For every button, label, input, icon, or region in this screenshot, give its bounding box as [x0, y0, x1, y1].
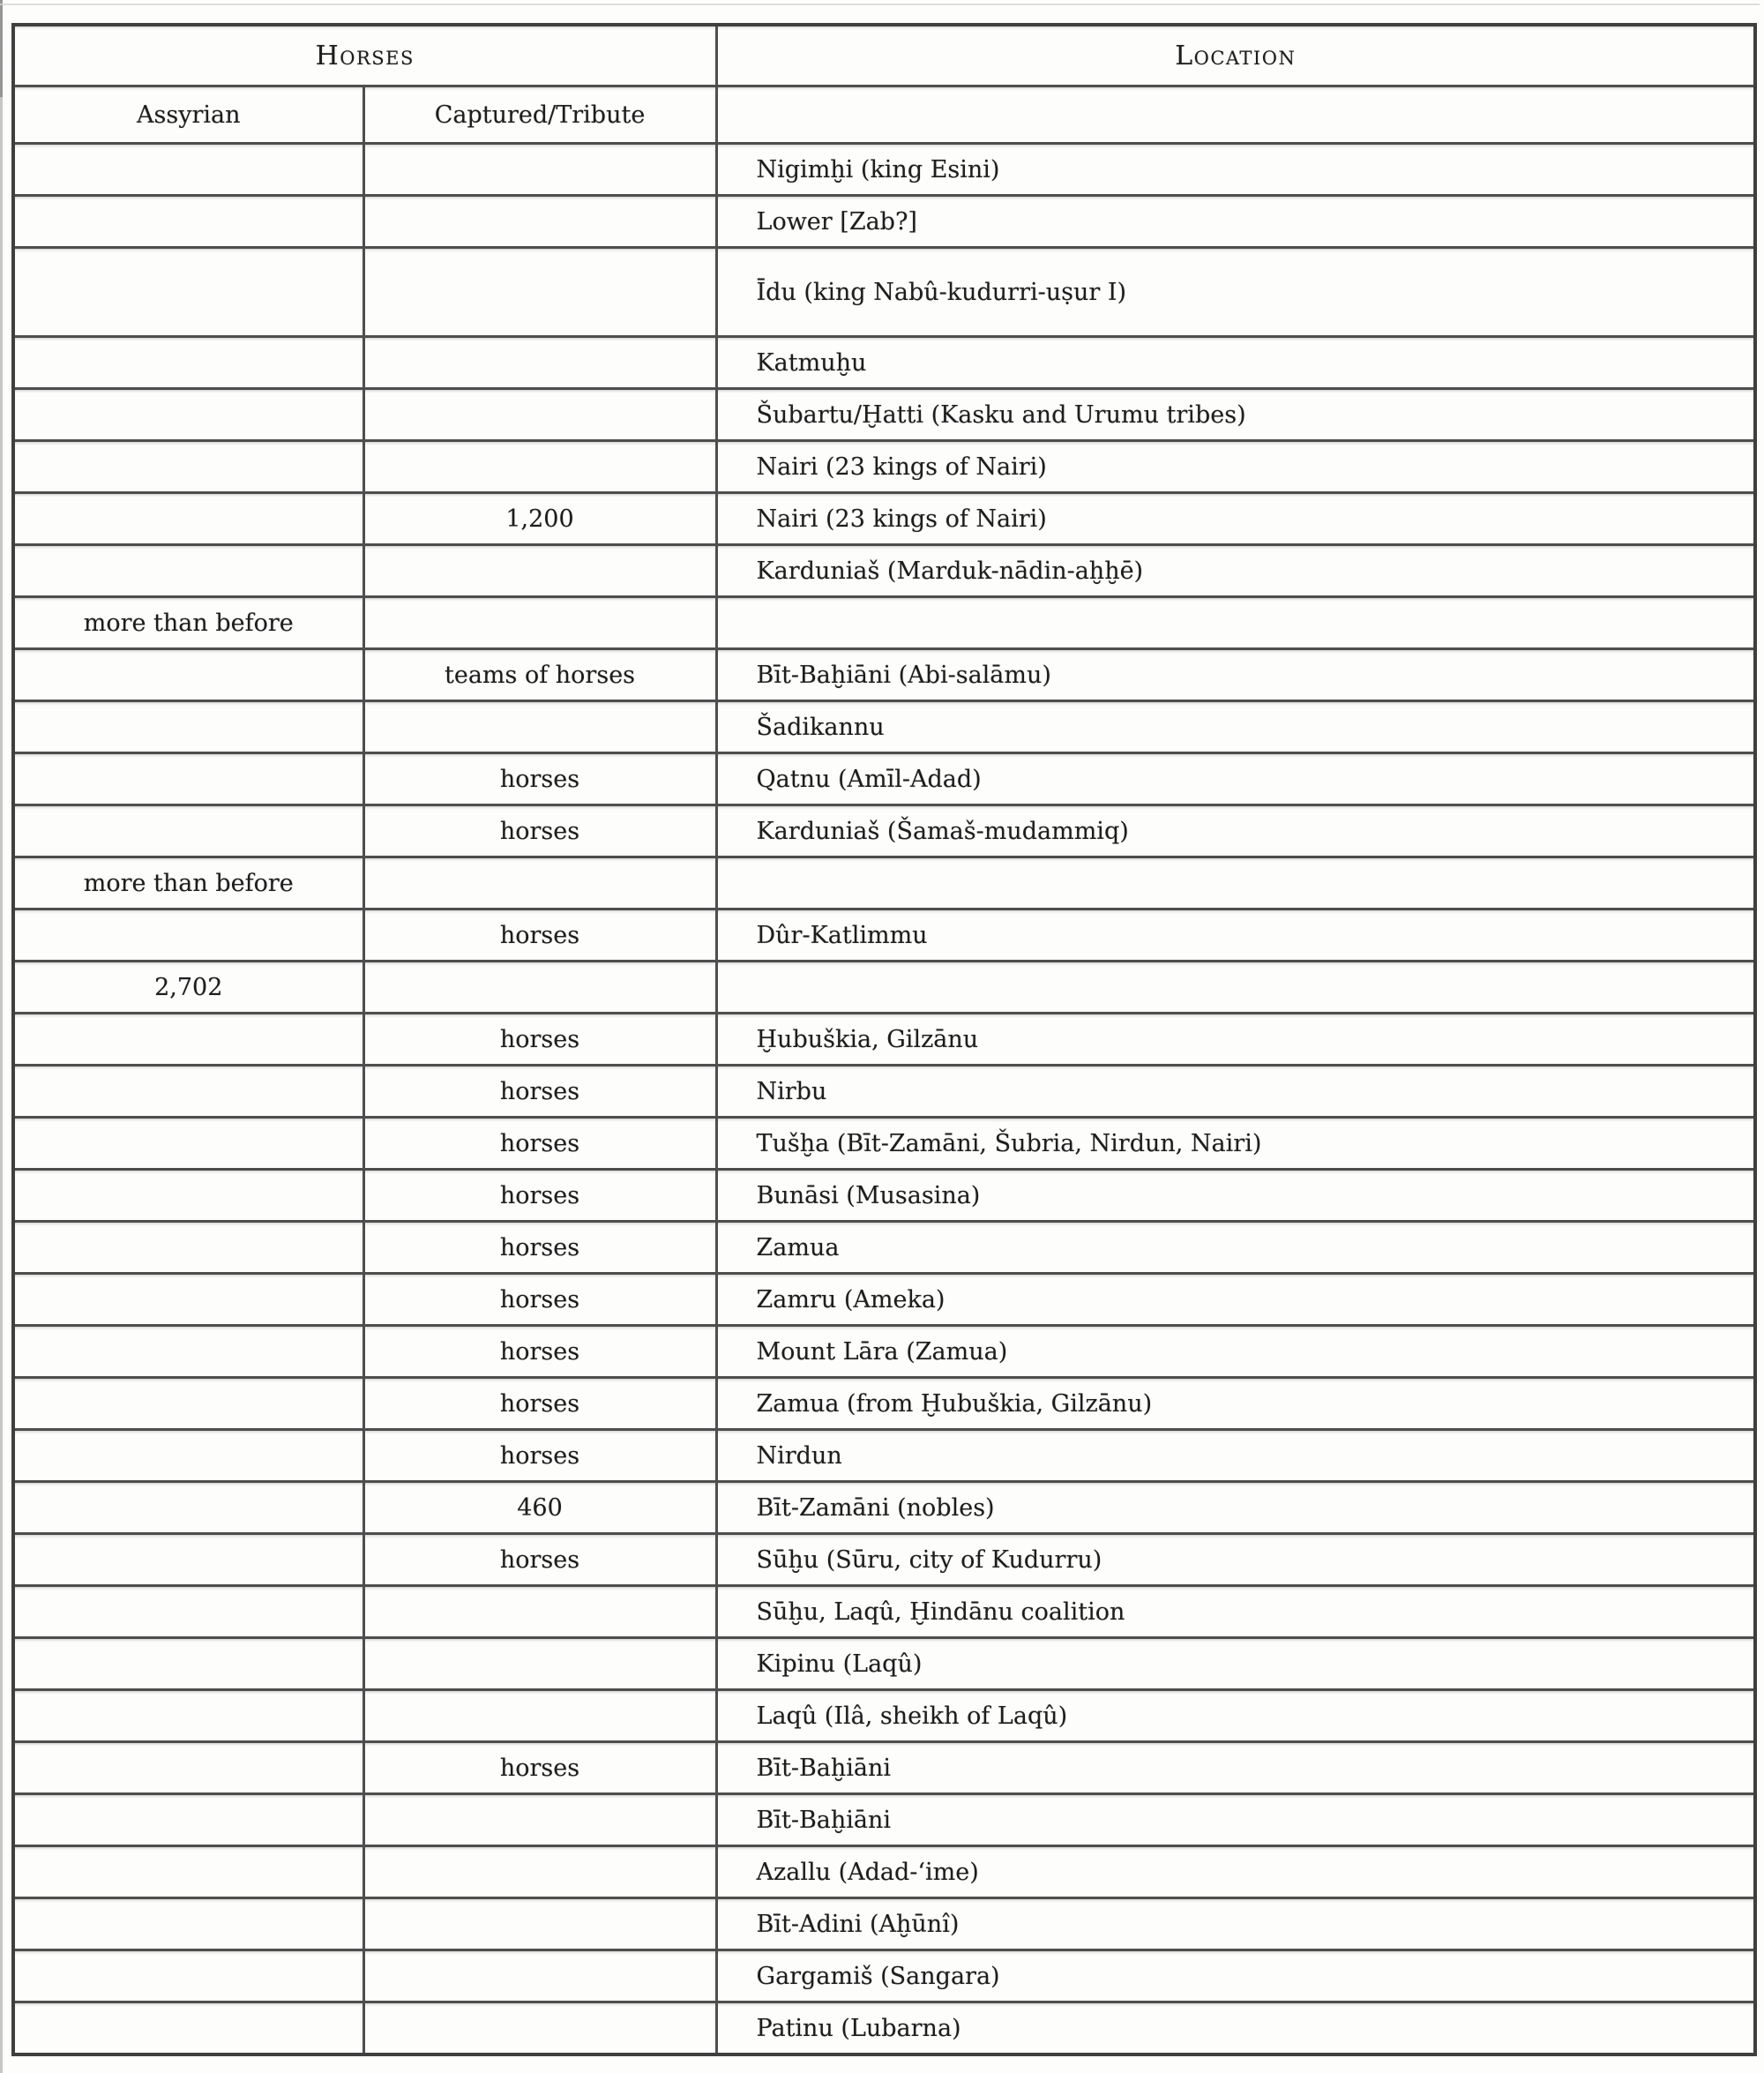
- table-row: [13, 962, 1755, 1014]
- table-row: [13, 2002, 1755, 2055]
- assyrian-cell: [13, 1274, 363, 1326]
- location-cell: Nirdun: [716, 1430, 1755, 1482]
- assyrian-cell: [13, 1950, 363, 2002]
- location-cell: Lower [Zab?]: [716, 196, 1755, 248]
- captured-tribute-cell: [363, 1690, 716, 1742]
- captured-tribute-cell: horses: [363, 1378, 716, 1430]
- assyrian-cell: [13, 1534, 363, 1586]
- header-horses: Horses: [13, 25, 716, 86]
- captured-tribute-cell: [363, 1950, 716, 2002]
- table-row: [13, 1430, 1755, 1482]
- location-cell: Katmuḫu: [716, 337, 1755, 389]
- assyrian-cell: [13, 1846, 363, 1898]
- captured-tribute-cell: [363, 2002, 716, 2055]
- captured-tribute-cell: [363, 248, 716, 337]
- captured-tribute-cell: horses: [363, 805, 716, 857]
- header-captured-tribute: Captured/Tribute: [363, 86, 716, 144]
- assyrian-cell: [13, 753, 363, 805]
- assyrian-cell: [13, 441, 363, 493]
- table-row: [13, 1014, 1755, 1066]
- table-row: [13, 545, 1755, 597]
- location-cell: Tušḫa (Bīt-Zamāni, Šubria, Nirdun, Nairi): [716, 1118, 1755, 1170]
- table-row: [13, 701, 1755, 753]
- assyrian-cell: [13, 1014, 363, 1066]
- location-cell: [716, 857, 1755, 909]
- header-assyrian: Assyrian: [13, 86, 363, 144]
- captured-tribute-cell: horses: [363, 1014, 716, 1066]
- scan-top-artifact: [0, 4, 1760, 5]
- assyrian-cell: more than before: [13, 857, 363, 909]
- table-row: [13, 649, 1755, 701]
- header-location-empty: [716, 86, 1755, 144]
- assyrian-cell: more than before: [13, 597, 363, 649]
- table-body: [13, 144, 1755, 2055]
- assyrian-cell: [13, 909, 363, 962]
- captured-tribute-cell: [363, 545, 716, 597]
- captured-tribute-cell: [363, 1586, 716, 1638]
- location-cell: Šadikannu: [716, 701, 1755, 753]
- captured-tribute-cell: horses: [363, 753, 716, 805]
- assyrian-cell: [13, 493, 363, 545]
- table-row: [13, 753, 1755, 805]
- location-cell: Bīt-Baḫiāni: [716, 1742, 1755, 1794]
- table-row: [13, 1378, 1755, 1430]
- table-row: [13, 1482, 1755, 1534]
- captured-tribute-cell: [363, 337, 716, 389]
- captured-tribute-cell: [363, 597, 716, 649]
- captured-tribute-cell: [363, 1898, 716, 1950]
- table-row: [13, 196, 1755, 248]
- assyrian-cell: [13, 1118, 363, 1170]
- location-cell: Ḫubuškia, Gilzānu: [716, 1014, 1755, 1066]
- captured-tribute-cell: horses: [363, 1326, 716, 1378]
- captured-tribute-cell: [363, 196, 716, 248]
- captured-tribute-cell: horses: [363, 1170, 716, 1222]
- location-cell: [716, 962, 1755, 1014]
- captured-tribute-cell: 460: [363, 1482, 716, 1534]
- assyrian-cell: [13, 196, 363, 248]
- table-row: [13, 493, 1755, 545]
- captured-tribute-cell: horses: [363, 909, 716, 962]
- captured-tribute-cell: [363, 144, 716, 196]
- table-row: [13, 1222, 1755, 1274]
- location-cell: Karduniaš (Šamaš-mudammiq): [716, 805, 1755, 857]
- captured-tribute-cell: [363, 1846, 716, 1898]
- location-cell: Šubartu/Ḫatti (Kasku and Urumu tribes): [716, 389, 1755, 441]
- location-cell: Laqû (Ilâ, sheikh of Laqû): [716, 1690, 1755, 1742]
- captured-tribute-cell: [363, 962, 716, 1014]
- table-row: [13, 1066, 1755, 1118]
- table-row: [13, 1534, 1755, 1586]
- assyrian-cell: [13, 389, 363, 441]
- captured-tribute-cell: horses: [363, 1222, 716, 1274]
- captured-tribute-cell: horses: [363, 1742, 716, 1794]
- location-cell: [716, 597, 1755, 649]
- captured-tribute-cell: horses: [363, 1534, 716, 1586]
- captured-tribute-cell: horses: [363, 1066, 716, 1118]
- header-row-groups: [13, 25, 1755, 86]
- location-cell: Nairi (23 kings of Nairi): [716, 493, 1755, 545]
- location-cell: Zamru (Ameka): [716, 1274, 1755, 1326]
- page-edge-artifact: [0, 0, 3, 2073]
- table-row: [13, 1742, 1755, 1794]
- table-row: [13, 1898, 1755, 1950]
- location-cell: Patinu (Lubarna): [716, 2002, 1755, 2055]
- assyrian-cell: [13, 2002, 363, 2055]
- location-cell: Bīt-Baḫiāni: [716, 1794, 1755, 1846]
- captured-tribute-cell: 1,200: [363, 493, 716, 545]
- assyrian-cell: 2,702: [13, 962, 363, 1014]
- table-row: [13, 1326, 1755, 1378]
- assyrian-cell: [13, 1066, 363, 1118]
- table-row: [13, 857, 1755, 909]
- assyrian-cell: [13, 1378, 363, 1430]
- table-row: [13, 144, 1755, 196]
- location-cell: Mount Lāra (Zamua): [716, 1326, 1755, 1378]
- assyrian-cell: [13, 337, 363, 389]
- assyrian-cell: [13, 1222, 363, 1274]
- captured-tribute-cell: [363, 389, 716, 441]
- table-row: [13, 909, 1755, 962]
- table-row: [13, 1846, 1755, 1898]
- assyrian-cell: [13, 144, 363, 196]
- assyrian-cell: [13, 805, 363, 857]
- table-row: [13, 1950, 1755, 2002]
- table-row: [13, 1638, 1755, 1690]
- table-row: [13, 337, 1755, 389]
- captured-tribute-cell: horses: [363, 1274, 716, 1326]
- table-row: [13, 441, 1755, 493]
- location-cell: Gargamiš (Sangara): [716, 1950, 1755, 2002]
- table-row: [13, 1690, 1755, 1742]
- table-row: [13, 597, 1755, 649]
- table-row: [13, 248, 1755, 337]
- location-cell: Dûr-Katlimmu: [716, 909, 1755, 962]
- table-row: [13, 1118, 1755, 1170]
- location-cell: Karduniaš (Marduk-nādin-aḫḫē): [716, 545, 1755, 597]
- captured-tribute-cell: teams of horses: [363, 649, 716, 701]
- assyrian-cell: [13, 701, 363, 753]
- captured-tribute-cell: horses: [363, 1430, 716, 1482]
- location-cell: Azallu (Adad-‘ime): [716, 1846, 1755, 1898]
- location-cell: Bīt-Baḫiāni (Abi-salāmu): [716, 649, 1755, 701]
- captured-tribute-cell: [363, 701, 716, 753]
- assyrian-cell: [13, 649, 363, 701]
- header-row-subcolumns: [13, 86, 1755, 144]
- table-row: [13, 805, 1755, 857]
- location-cell: Bīt-Adini (Aḫūnî): [716, 1898, 1755, 1950]
- captured-tribute-cell: [363, 1638, 716, 1690]
- table-row: [13, 1274, 1755, 1326]
- location-cell: Īdu (king Nabû-kudurri-uṣur I): [716, 248, 1755, 337]
- location-cell: Nairi (23 kings of Nairi): [716, 441, 1755, 493]
- assyrian-cell: [13, 1794, 363, 1846]
- location-cell: Nigimḫi (king Esini): [716, 144, 1755, 196]
- horses-table: [11, 23, 1757, 2056]
- captured-tribute-cell: [363, 857, 716, 909]
- assyrian-cell: [13, 1898, 363, 1950]
- location-cell: Zamua: [716, 1222, 1755, 1274]
- location-cell: Zamua (from Ḫubuškia, Gilzānu): [716, 1378, 1755, 1430]
- assyrian-cell: [13, 1170, 363, 1222]
- assyrian-cell: [13, 1586, 363, 1638]
- assyrian-cell: [13, 248, 363, 337]
- table-header: [13, 25, 1755, 144]
- assyrian-cell: [13, 1430, 363, 1482]
- location-cell: Bīt-Zamāni (nobles): [716, 1482, 1755, 1534]
- header-location: Location: [716, 25, 1755, 86]
- table-row: [13, 1586, 1755, 1638]
- location-cell: Kipinu (Laqû): [716, 1638, 1755, 1690]
- captured-tribute-cell: [363, 1794, 716, 1846]
- captured-tribute-cell: [363, 441, 716, 493]
- location-cell: Bunāsi (Musasina): [716, 1170, 1755, 1222]
- table-row: [13, 1170, 1755, 1222]
- captured-tribute-cell: horses: [363, 1118, 716, 1170]
- assyrian-cell: [13, 1482, 363, 1534]
- location-cell: Qatnu (Amīl-Adad): [716, 753, 1755, 805]
- table-row: [13, 1794, 1755, 1846]
- location-cell: Nirbu: [716, 1066, 1755, 1118]
- assyrian-cell: [13, 1690, 363, 1742]
- location-cell: Sūḫu (Sūru, city of Kudurru): [716, 1534, 1755, 1586]
- table-row: [13, 389, 1755, 441]
- assyrian-cell: [13, 1742, 363, 1794]
- location-cell: Sūḫu, Laqû, Ḫindānu coalition: [716, 1586, 1755, 1638]
- assyrian-cell: [13, 545, 363, 597]
- assyrian-cell: [13, 1326, 363, 1378]
- assyrian-cell: [13, 1638, 363, 1690]
